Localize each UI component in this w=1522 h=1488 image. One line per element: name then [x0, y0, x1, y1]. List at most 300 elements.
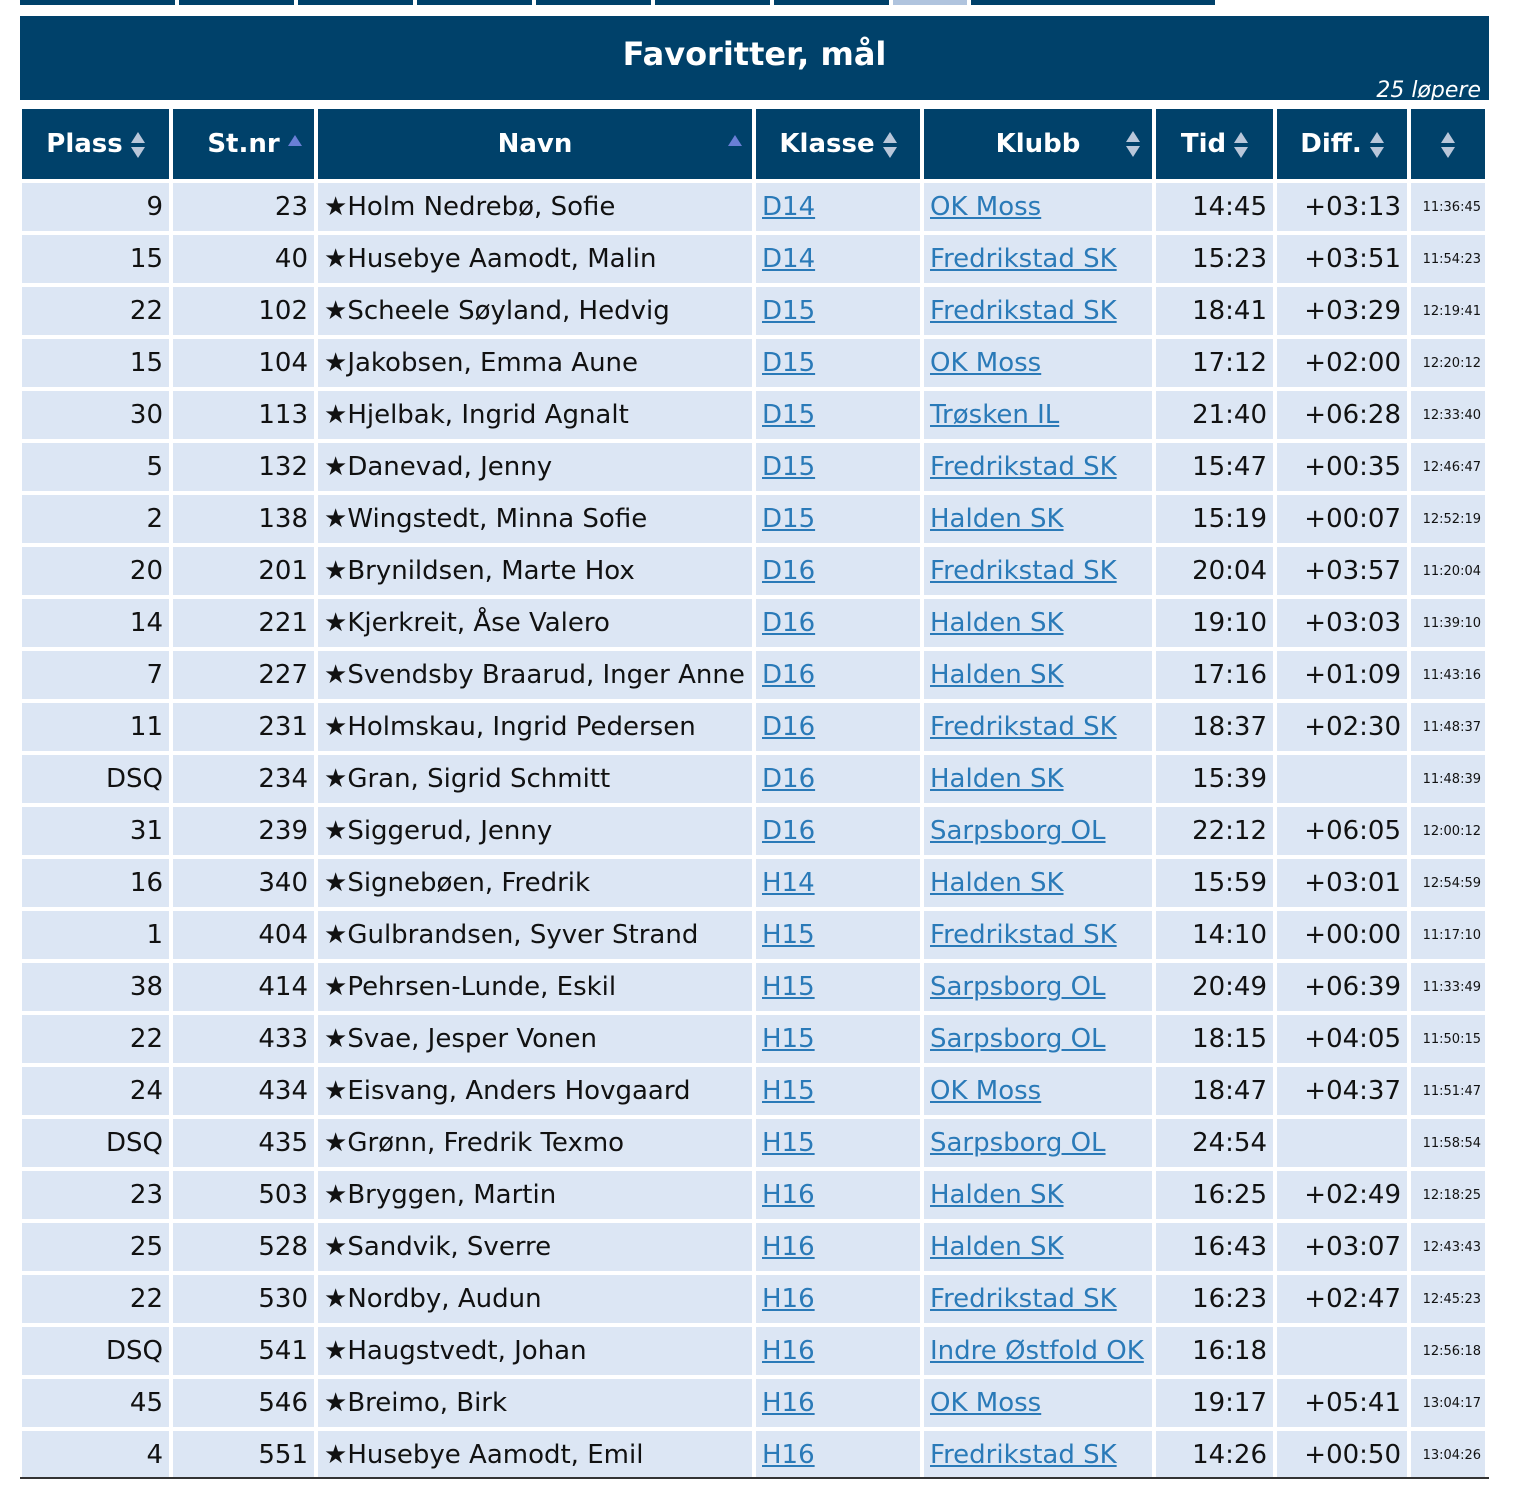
column-header-start[interactable] [1411, 109, 1485, 179]
cell-start-time: 11:48:37 [1411, 703, 1485, 751]
cell-start-time: 12:45:23 [1411, 1275, 1485, 1323]
class-link[interactable]: H16 [762, 1388, 815, 1418]
cell-stnr: 434 [173, 1067, 314, 1115]
favorite-star-icon: ★ [324, 1232, 348, 1262]
cell-diff: +06:39 [1277, 963, 1407, 1011]
cell-start-time: 12:19:41 [1411, 287, 1485, 335]
cell-navn [318, 911, 752, 959]
cell-start-time: 12:56:18 [1411, 1327, 1485, 1375]
cell-diff [1277, 1327, 1407, 1375]
cell-stnr: 227 [173, 651, 314, 699]
cell-tid: 14:26 [1156, 1431, 1273, 1479]
runner-name: Husebye Aamodt, Malin [347, 244, 657, 274]
table-row [22, 443, 1485, 491]
favorite-star-icon: ★ [324, 764, 348, 794]
class-link[interactable]: D16 [762, 608, 816, 638]
cell-klasse [756, 1379, 920, 1427]
cell-plass: DSQ [22, 755, 169, 803]
cell-navn [318, 859, 752, 907]
class-link[interactable]: H16 [762, 1180, 815, 1210]
favorite-star-icon: ★ [324, 556, 348, 586]
runner-name: Gulbrandsen, Syver Strand [347, 920, 699, 950]
cell-navn [318, 651, 752, 699]
cell-diff: +00:50 [1277, 1431, 1407, 1479]
runner-name: Danevad, Jenny [347, 452, 553, 482]
cell-klasse [756, 287, 920, 335]
cell-klubb [924, 703, 1152, 751]
club-link[interactable]: Sarpsborg OL [930, 972, 1106, 1002]
cell-stnr: 40 [173, 235, 314, 283]
class-link[interactable]: H15 [762, 1024, 815, 1054]
cell-klasse [756, 339, 920, 387]
table-row [22, 651, 1485, 699]
cell-plass: 16 [22, 859, 169, 907]
results-table [18, 105, 1489, 1483]
cell-plass: 15 [22, 339, 169, 387]
cell-navn [318, 703, 752, 751]
cell-klubb [924, 599, 1152, 647]
cell-diff: +03:29 [1277, 287, 1407, 335]
sort-icon [883, 131, 897, 159]
class-link[interactable]: D16 [762, 556, 816, 586]
top-tab[interactable] [774, 0, 889, 5]
cell-klasse [756, 235, 920, 283]
runner-name: Sandvik, Sverre [347, 1232, 552, 1262]
club-link[interactable]: Fredrikstad SK [930, 556, 1117, 586]
cell-tid: 16:23 [1156, 1275, 1273, 1323]
cell-stnr: 414 [173, 963, 314, 1011]
cell-stnr: 104 [173, 339, 314, 387]
cell-tid: 18:47 [1156, 1067, 1273, 1115]
cell-stnr: 23 [173, 183, 314, 231]
class-link[interactable]: H15 [762, 972, 815, 1002]
top-tab[interactable] [298, 0, 413, 5]
cell-plass: DSQ [22, 1327, 169, 1375]
club-link[interactable]: OK Moss [930, 1076, 1042, 1106]
cell-klubb [924, 391, 1152, 439]
class-link[interactable]: D15 [762, 504, 816, 534]
club-link[interactable]: Halden SK [930, 660, 1064, 690]
cell-diff: +02:30 [1277, 703, 1407, 751]
cell-klasse [756, 651, 920, 699]
club-link[interactable]: Fredrikstad SK [930, 1440, 1117, 1470]
runner-name: Nordby, Audun [347, 1284, 542, 1314]
column-header-klubb[interactable] [924, 109, 1152, 179]
cell-plass: 9 [22, 183, 169, 231]
club-link[interactable]: Fredrikstad SK [930, 244, 1117, 274]
cell-navn [318, 339, 752, 387]
class-link[interactable]: D16 [762, 816, 816, 846]
cell-klubb [924, 1119, 1152, 1167]
cell-diff: +03:03 [1277, 599, 1407, 647]
favorite-star-icon: ★ [324, 608, 348, 638]
club-link[interactable]: Sarpsborg OL [930, 1024, 1106, 1054]
cell-klasse [756, 807, 920, 855]
cell-start-time: 12:33:40 [1411, 391, 1485, 439]
club-link[interactable]: Halden SK [930, 608, 1064, 638]
club-link[interactable]: Halden SK [930, 868, 1064, 898]
runner-name: Grønn, Fredrik Texmo [347, 1128, 625, 1158]
cell-start-time: 11:33:49 [1411, 963, 1485, 1011]
cell-diff: +01:09 [1277, 651, 1407, 699]
cell-navn [318, 1275, 752, 1323]
cell-navn [318, 599, 752, 647]
cell-stnr: 404 [173, 911, 314, 959]
cell-diff: +06:05 [1277, 807, 1407, 855]
runner-name: Bryggen, Martin [347, 1180, 557, 1210]
cell-klasse [756, 599, 920, 647]
favorite-star-icon: ★ [324, 660, 348, 690]
cell-start-time: 13:04:17 [1411, 1379, 1485, 1427]
cell-stnr: 433 [173, 1015, 314, 1063]
cell-stnr: 231 [173, 703, 314, 751]
club-link[interactable]: Halden SK [930, 504, 1064, 534]
cell-start-time: 11:50:15 [1411, 1015, 1485, 1063]
club-link[interactable]: Fredrikstad SK [930, 712, 1117, 742]
cell-klubb [924, 1015, 1152, 1063]
club-link[interactable]: Halden SK [930, 764, 1064, 794]
cell-tid: 17:12 [1156, 339, 1273, 387]
cell-tid: 15:39 [1156, 755, 1273, 803]
cell-klasse [756, 1119, 920, 1167]
cell-tid: 14:45 [1156, 183, 1273, 231]
cell-klasse [756, 703, 920, 751]
cell-klasse [756, 443, 920, 491]
cell-navn [318, 1015, 752, 1063]
table-row [22, 183, 1485, 231]
cell-stnr: 113 [173, 391, 314, 439]
cell-stnr: 102 [173, 287, 314, 335]
cell-navn [318, 547, 752, 595]
table-header-row [22, 109, 1485, 179]
cell-navn [318, 443, 752, 491]
cell-stnr: 132 [173, 443, 314, 491]
table-row [22, 1431, 1485, 1479]
favorite-star-icon: ★ [324, 1440, 348, 1470]
cell-stnr: 551 [173, 1431, 314, 1479]
runner-name: Wingstedt, Minna Sofie [347, 504, 648, 534]
cell-navn [318, 1119, 752, 1167]
cell-klubb [924, 443, 1152, 491]
cell-start-time: 11:51:47 [1411, 1067, 1485, 1115]
top-tab[interactable] [536, 0, 651, 5]
cell-stnr: 201 [173, 547, 314, 595]
cell-stnr: 138 [173, 495, 314, 543]
cell-tid: 21:40 [1156, 391, 1273, 439]
cell-klubb [924, 287, 1152, 335]
table-row [22, 287, 1485, 335]
cell-klasse [756, 859, 920, 907]
table-bottom-rule [20, 1477, 1489, 1479]
runner-name: Hjelbak, Ingrid Agnalt [347, 400, 629, 430]
cell-klubb [924, 1067, 1152, 1115]
cell-diff: +02:49 [1277, 1171, 1407, 1219]
table-row [22, 1171, 1485, 1219]
club-link[interactable]: OK Moss [930, 348, 1042, 378]
sort-icon [131, 131, 145, 159]
cell-navn [318, 287, 752, 335]
club-link[interactable]: Fredrikstad SK [930, 296, 1117, 326]
cell-stnr: 503 [173, 1171, 314, 1219]
table-row [22, 1327, 1485, 1375]
cell-diff: +02:00 [1277, 339, 1407, 387]
page-title: Favoritter, mål [622, 35, 887, 73]
table-row [22, 1223, 1485, 1271]
cell-diff: +02:47 [1277, 1275, 1407, 1323]
cell-tid: 15:59 [1156, 859, 1273, 907]
class-link[interactable]: D16 [762, 712, 816, 742]
top-tab[interactable] [417, 0, 532, 5]
results-banner [20, 16, 1489, 103]
column-header-klasse[interactable] [756, 109, 920, 179]
cell-stnr: 541 [173, 1327, 314, 1375]
club-link[interactable]: Indre Østfold OK [930, 1336, 1144, 1366]
cell-start-time: 11:43:16 [1411, 651, 1485, 699]
table-row [22, 911, 1485, 959]
cell-navn [318, 495, 752, 543]
runner-name: Eisvang, Anders Hovgaard [347, 1076, 691, 1106]
club-link[interactable]: Halden SK [930, 1232, 1064, 1262]
cell-plass: 22 [22, 1275, 169, 1323]
class-link[interactable]: H15 [762, 1076, 815, 1106]
cell-klasse [756, 547, 920, 595]
cell-tid: 20:49 [1156, 963, 1273, 1011]
cell-klasse [756, 1431, 920, 1479]
table-row [22, 547, 1485, 595]
table-row [22, 339, 1485, 387]
club-link[interactable]: OK Moss [930, 1388, 1042, 1418]
column-label: Klasse [779, 129, 875, 159]
cell-plass: 15 [22, 235, 169, 283]
class-link[interactable]: D14 [762, 192, 816, 222]
cell-diff: +03:57 [1277, 547, 1407, 595]
club-link[interactable]: Sarpsborg OL [930, 816, 1106, 846]
cell-navn [318, 963, 752, 1011]
favorite-star-icon: ★ [324, 400, 348, 430]
sort-icon [1370, 131, 1384, 159]
cell-plass: 4 [22, 1431, 169, 1479]
cell-plass: 20 [22, 547, 169, 595]
cell-navn [318, 1327, 752, 1375]
cell-navn [318, 755, 752, 803]
cell-stnr: 528 [173, 1223, 314, 1271]
club-link[interactable]: Halden SK [930, 1180, 1064, 1210]
cell-diff: +03:07 [1277, 1223, 1407, 1271]
cell-diff [1277, 1119, 1407, 1167]
column-header-navn[interactable] [318, 109, 752, 179]
table-row [22, 1275, 1485, 1323]
table-row [22, 859, 1485, 907]
cell-klasse [756, 1275, 920, 1323]
runner-name: Holmskau, Ingrid Pedersen [347, 712, 696, 742]
table-row [22, 391, 1485, 439]
favorite-star-icon: ★ [324, 868, 348, 898]
table-row [22, 703, 1485, 751]
table-row [22, 1015, 1485, 1063]
top-tab[interactable] [655, 0, 770, 5]
cell-tid: 15:19 [1156, 495, 1273, 543]
cell-navn [318, 183, 752, 231]
cell-klasse [756, 1067, 920, 1115]
cell-start-time: 12:46:47 [1411, 443, 1485, 491]
class-link[interactable]: D15 [762, 400, 816, 430]
cell-tid: 19:17 [1156, 1379, 1273, 1427]
class-link[interactable]: D15 [762, 452, 816, 482]
cell-plass: 11 [22, 703, 169, 751]
class-link[interactable]: H16 [762, 1440, 815, 1470]
cell-plass: 1 [22, 911, 169, 959]
cell-klasse [756, 391, 920, 439]
club-link[interactable]: OK Moss [930, 192, 1042, 222]
cell-start-time: 11:17:10 [1411, 911, 1485, 959]
cell-diff: +03:01 [1277, 859, 1407, 907]
sort-icon [1126, 130, 1140, 158]
column-label: St.nr [207, 129, 280, 159]
runner-name: Pehrsen-Lunde, Eskil [347, 972, 617, 1002]
cell-klubb [924, 651, 1152, 699]
cell-plass: 22 [22, 1015, 169, 1063]
class-link[interactable]: H16 [762, 1336, 815, 1366]
favorite-star-icon: ★ [324, 972, 348, 1002]
top-tab-active[interactable] [893, 0, 967, 5]
club-link[interactable]: Fredrikstad SK [930, 452, 1117, 482]
cell-stnr: 239 [173, 807, 314, 855]
cell-stnr: 340 [173, 859, 314, 907]
table-row [22, 963, 1485, 1011]
runner-name: Siggerud, Jenny [347, 816, 553, 846]
column-header-diff[interactable] [1277, 109, 1407, 179]
cell-plass: 7 [22, 651, 169, 699]
cell-diff: +06:28 [1277, 391, 1407, 439]
cell-klubb [924, 755, 1152, 803]
class-link[interactable]: D15 [762, 296, 816, 326]
cell-tid: 14:10 [1156, 911, 1273, 959]
column-label: Diff. [1300, 129, 1362, 159]
cell-diff: +00:07 [1277, 495, 1407, 543]
table-row [22, 1379, 1485, 1427]
runner-name: Haugstvedt, Johan [347, 1336, 587, 1366]
sort-icon [1441, 131, 1455, 159]
table-row [22, 235, 1485, 283]
favorite-star-icon: ★ [324, 296, 348, 326]
favorite-star-icon: ★ [324, 1076, 348, 1106]
class-link[interactable]: H14 [762, 868, 815, 898]
class-link[interactable]: H16 [762, 1232, 815, 1262]
column-label: Plass [46, 129, 123, 159]
runner-name: Holm Nedrebø, Sofie [347, 192, 616, 222]
cell-start-time: 12:43:43 [1411, 1223, 1485, 1271]
favorite-star-icon: ★ [324, 1180, 348, 1210]
favorite-star-icon: ★ [324, 816, 348, 846]
cell-plass: 23 [22, 1171, 169, 1219]
favorite-star-icon: ★ [324, 1284, 348, 1314]
class-link[interactable]: H15 [762, 920, 815, 950]
cell-klubb [924, 235, 1152, 283]
class-link[interactable]: H16 [762, 1284, 815, 1314]
cell-diff: +05:41 [1277, 1379, 1407, 1427]
favorite-star-icon: ★ [324, 348, 348, 378]
cell-start-time: 11:48:39 [1411, 755, 1485, 803]
table-row [22, 599, 1485, 647]
favorite-star-icon: ★ [324, 920, 348, 950]
club-link[interactable]: Fredrikstad SK [930, 1284, 1117, 1314]
class-link[interactable]: D15 [762, 348, 816, 378]
cell-navn [318, 235, 752, 283]
top-tab[interactable] [20, 0, 175, 5]
table-row [22, 807, 1485, 855]
column-label: Klubb [995, 129, 1081, 159]
cell-start-time: 13:04:26 [1411, 1431, 1485, 1479]
cell-tid: 16:25 [1156, 1171, 1273, 1219]
cell-klubb [924, 807, 1152, 855]
favorite-star-icon: ★ [324, 1024, 348, 1054]
top-tab[interactable] [179, 0, 294, 5]
cell-klubb [924, 183, 1152, 231]
cell-klubb [924, 1379, 1152, 1427]
cell-klubb [924, 1275, 1152, 1323]
column-label: Navn [497, 129, 573, 159]
top-tab[interactable] [971, 0, 1215, 5]
cell-start-time: 12:00:12 [1411, 807, 1485, 855]
favorite-star-icon: ★ [324, 712, 348, 742]
class-link[interactable]: D16 [762, 660, 816, 690]
cell-start-time: 11:20:04 [1411, 547, 1485, 595]
cell-tid: 18:41 [1156, 287, 1273, 335]
class-link[interactable]: H15 [762, 1128, 815, 1158]
class-link[interactable]: D14 [762, 244, 816, 274]
cell-klubb [924, 911, 1152, 959]
cell-plass: 30 [22, 391, 169, 439]
cell-start-time: 12:20:12 [1411, 339, 1485, 387]
cell-tid: 15:47 [1156, 443, 1273, 491]
runner-name: Brynildsen, Marte Hox [347, 556, 635, 586]
cell-klubb [924, 859, 1152, 907]
runner-name: Svae, Jesper Vonen [347, 1024, 597, 1054]
column-header-tid[interactable] [1156, 109, 1273, 179]
club-link[interactable]: Sarpsborg OL [930, 1128, 1106, 1158]
cell-tid: 16:18 [1156, 1327, 1273, 1375]
cell-plass: 14 [22, 599, 169, 647]
table-row [22, 1119, 1485, 1167]
cell-plass: 2 [22, 495, 169, 543]
cell-tid: 16:43 [1156, 1223, 1273, 1271]
cell-klasse [756, 1015, 920, 1063]
cell-start-time: 12:18:25 [1411, 1171, 1485, 1219]
cell-plass: 31 [22, 807, 169, 855]
cell-klasse [756, 1327, 920, 1375]
class-link[interactable]: D16 [762, 764, 816, 794]
runner-name: Breimo, Birk [347, 1388, 508, 1418]
cell-start-time: 12:52:19 [1411, 495, 1485, 543]
column-header-stnr[interactable] [173, 109, 314, 179]
cell-stnr: 530 [173, 1275, 314, 1323]
runner-name: Jakobsen, Emma Aune [347, 348, 639, 378]
cell-start-time: 11:36:45 [1411, 183, 1485, 231]
cell-klasse [756, 183, 920, 231]
cell-klubb [924, 1223, 1152, 1271]
favorite-star-icon: ★ [324, 1336, 348, 1366]
favorite-star-icon: ★ [324, 504, 348, 534]
cell-navn [318, 1223, 752, 1271]
runner-name: Svendsby Braarud, Inger Anne [347, 660, 745, 690]
cell-tid: 20:04 [1156, 547, 1273, 595]
runner-name: Husebye Aamodt, Emil [347, 1440, 644, 1470]
column-header-plass[interactable] [22, 109, 169, 179]
cell-navn [318, 1379, 752, 1427]
club-link[interactable]: Trøsken IL [930, 400, 1060, 430]
cell-start-time: 12:54:59 [1411, 859, 1485, 907]
club-link[interactable]: Fredrikstad SK [930, 920, 1117, 950]
